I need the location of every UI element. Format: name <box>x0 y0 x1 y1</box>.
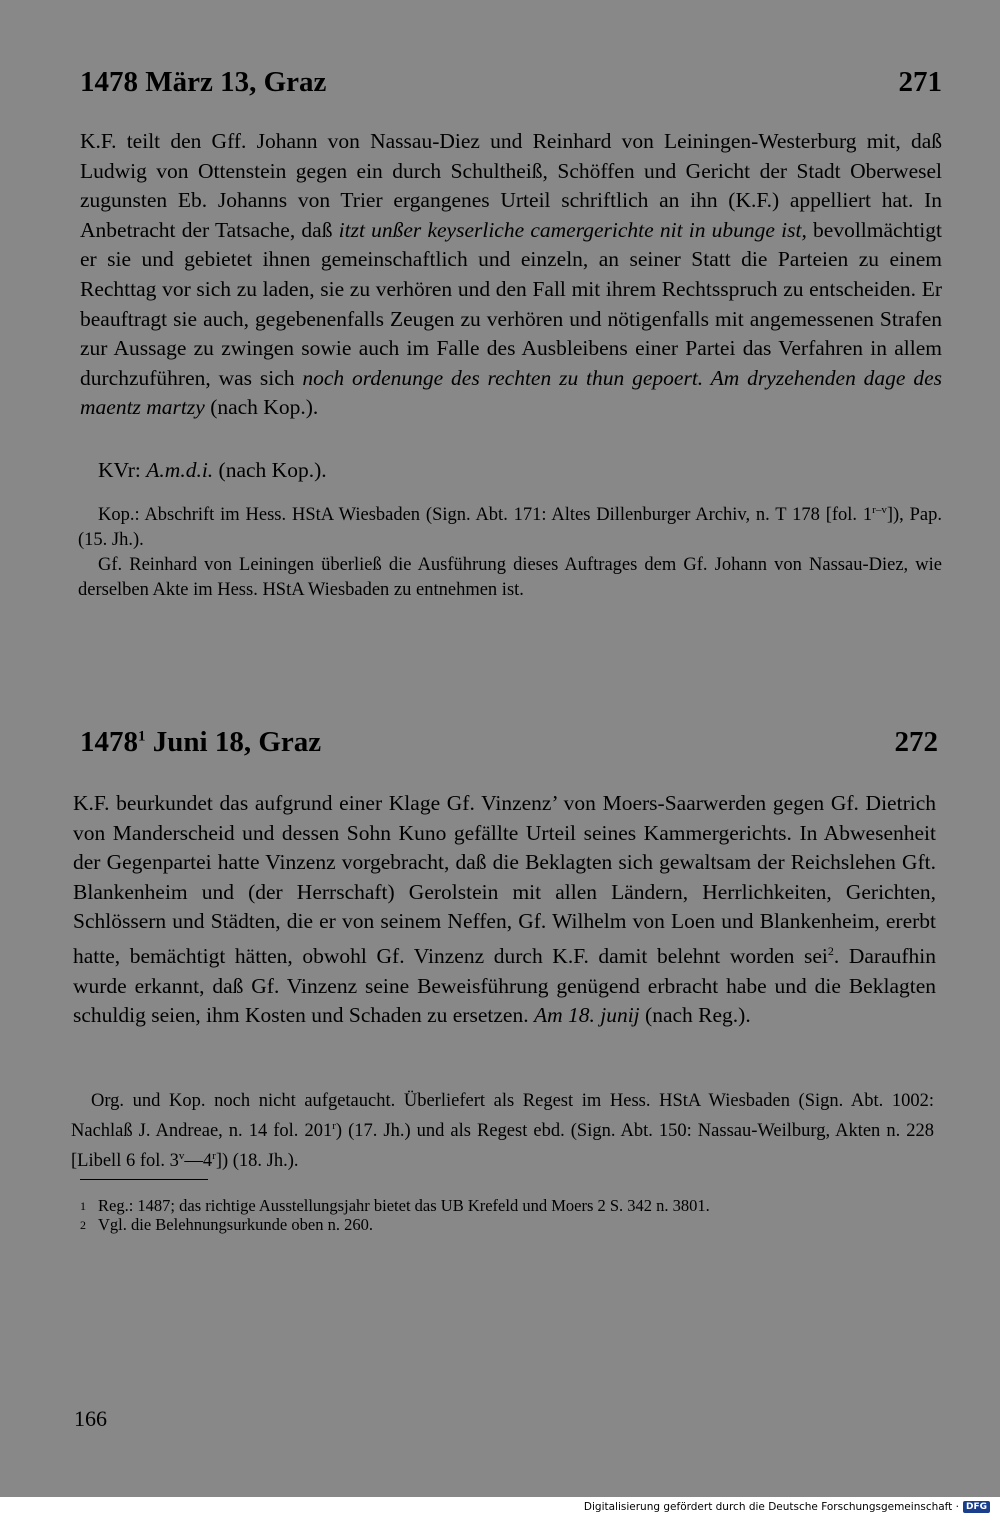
org-text-c: —4 <box>184 1151 213 1172</box>
entry-272-date <box>80 726 321 759</box>
entry-272-heading <box>80 726 938 759</box>
entry-271-copy-note <box>78 498 942 553</box>
kvr-abbrev: A.m.d.i. <box>146 458 214 482</box>
entry-271-text-a: K.F. teilt den Gff. Johann von Nassau-Diez und Reinhard von Leiningen-Westerburg mit, daß Ludwig von Ottenstein gegen ein durch Schultheiß, Schöffen und Gericht der Stadt Oberwesel zugunsten Eb. Johanns von Trier ergangenes Urteil schriftlich an ihn (K.F.) appelliert hat. In Anbetracht der Tatsache, daß <box>80 129 942 242</box>
entry-272-number: 272 <box>894 726 938 758</box>
footnote-2 <box>80 1214 942 1236</box>
org-sup-3: r <box>212 1150 216 1163</box>
entry-271-heading <box>80 66 942 99</box>
org-text-a: Org. und Kop. noch nicht aufgetaucht. Überliefert als Regest im Hess. HStA Wiesbaden (Sign. Abt. 1002: Nachlaß J. Andreae, n. 14 fol. 201 <box>71 1091 934 1142</box>
footnote-separator <box>80 1179 208 1180</box>
org-sup-2: v <box>178 1150 185 1163</box>
entry-271-kvr <box>98 456 942 486</box>
entry-272-text-b: . Daraufhin wurde erkannt, daß Gf. Vinzenz seine Beweisführung genügend erbracht habe und die Beklagten schuldig seien, ihm Kosten und Schaden zu ersetzen. <box>73 944 936 1028</box>
entry-272-text-a: K.F. beurkundet das aufgrund einer Klage Gf. Vinzenz’ von Moers-Saarwerden gegen Gf. Dietrich von Manderscheid und dessen Sohn Kuno gefällte Urteil seines Kammergerichts. In Abwesenheit der Gegenpartei hatte Vinzenz vorgebracht, daß die Beklagten sich gewaltsam der Reichslehen Gft. Blankenheim und (der Herrschaft) Gerolstein mit allen Ländern, Herrlichkeiten, Gerichten, Schlössern und Städten, die er von seinem Neffen, Gf. Wilhelm von Loen und Blankenheim, ererbt hatte, bemächtigt hätten, obwohl Gf. Vinzenz durch K.F. damit belehnt worden sei <box>73 791 936 969</box>
entry-271-number: 271 <box>898 66 942 98</box>
kvr-source: (nach Kop.). <box>213 458 327 482</box>
kop-text-a: Kop.: Abschrift im Hess. HStA Wiesbaden (Sign. Abt. 171: Altes Dillenburger Archiv, n. T 178 [fol. 1 <box>98 505 873 526</box>
org-text-b: ) (17. Jh.) und als Regest ebd. (Sign. Abt. 150: Nassau-Weilburg, Akten n. 228 [Libell 6 fol. 3 <box>71 1121 934 1172</box>
entry-271-body <box>80 127 942 423</box>
entry-272-date-rest: Juni 18, Graz <box>145 726 322 758</box>
entry-272-body <box>73 789 936 1031</box>
footnote-1-mark: 1 <box>80 1199 86 1213</box>
footnote-ref-1: 1 <box>138 728 146 745</box>
entry-272-text-c: (nach Reg.). <box>639 1003 751 1028</box>
entry-271-date: 1478 März 13, Graz <box>80 66 327 98</box>
digitization-footer <box>0 1497 1000 1517</box>
dfg-logo: DFG <box>963 1501 990 1513</box>
entry-271-remark <box>78 553 942 603</box>
footer-credit: Digitalisierung gefördert durch die Deutsche Forschungsgemeinschaft · <box>583 1501 959 1513</box>
org-text-d: ]) (18. Jh.). <box>215 1151 299 1172</box>
kop-text-b: ]), Pap. (15. Jh.). <box>78 505 942 551</box>
kvr-label: KVr: <box>98 458 147 482</box>
footnote-1-text: Reg.: 1487; das richtige Ausstellungsjahr bietet das UB Krefeld und Moers 2 S. 342 n. 3801. <box>98 1196 710 1215</box>
footnote-2-mark: 2 <box>80 1218 86 1232</box>
footnote-2-text: Vgl. die Belehnungsurkunde oben n. 260. <box>98 1215 373 1234</box>
entry-272-year: 1478 <box>80 726 138 758</box>
org-sup-1: r <box>332 1120 336 1132</box>
page-number: 166 <box>74 1406 107 1431</box>
entry-271-remark-text: Gf. Reinhard von Leiningen überließ die Ausführung dieses Auftrages dem Gf. Johann von Nassau-Diez, wie derselben Akte im Hess. HStA Wiesbaden zu entnehmen ist. <box>78 555 942 600</box>
entry-272-quote: Am 18. junij <box>533 1003 640 1028</box>
entry-271-quote-1: itzt unßer keyserliche camergerichte nit in ubunge ist, <box>338 217 807 242</box>
entry-271-quote-2: noch ordenunge des rechten zu thun gepoert. Am dryzehenden dage des maentz martzy <box>80 365 942 420</box>
kop-sup: r–v <box>872 504 887 516</box>
entry-272-tradition-note <box>71 1089 934 1174</box>
footnote-ref-2: 2 <box>827 943 834 958</box>
entry-271-text-c: (nach Kop.). <box>204 395 319 420</box>
entry-271-text-b: bevollmächtigt er sie und gebietet ihnen gemeinschaftlich und einzeln, an seiner Statt die Parteien zu einem Rechttag vor sich zu laden, sie zu verhören und den Fall mit ihrem Rechtsspruch zu entscheiden. Er beauftragt sie auch, gegebenenfalls Zeugen zu verhören und nötigenfalls mit angemessenen Strafen zur Aussage zu zwingen sowie auch im Falle des Ausbleibens einer Partei das Verfahren in allem durchzuführen, was sich <box>80 217 942 390</box>
